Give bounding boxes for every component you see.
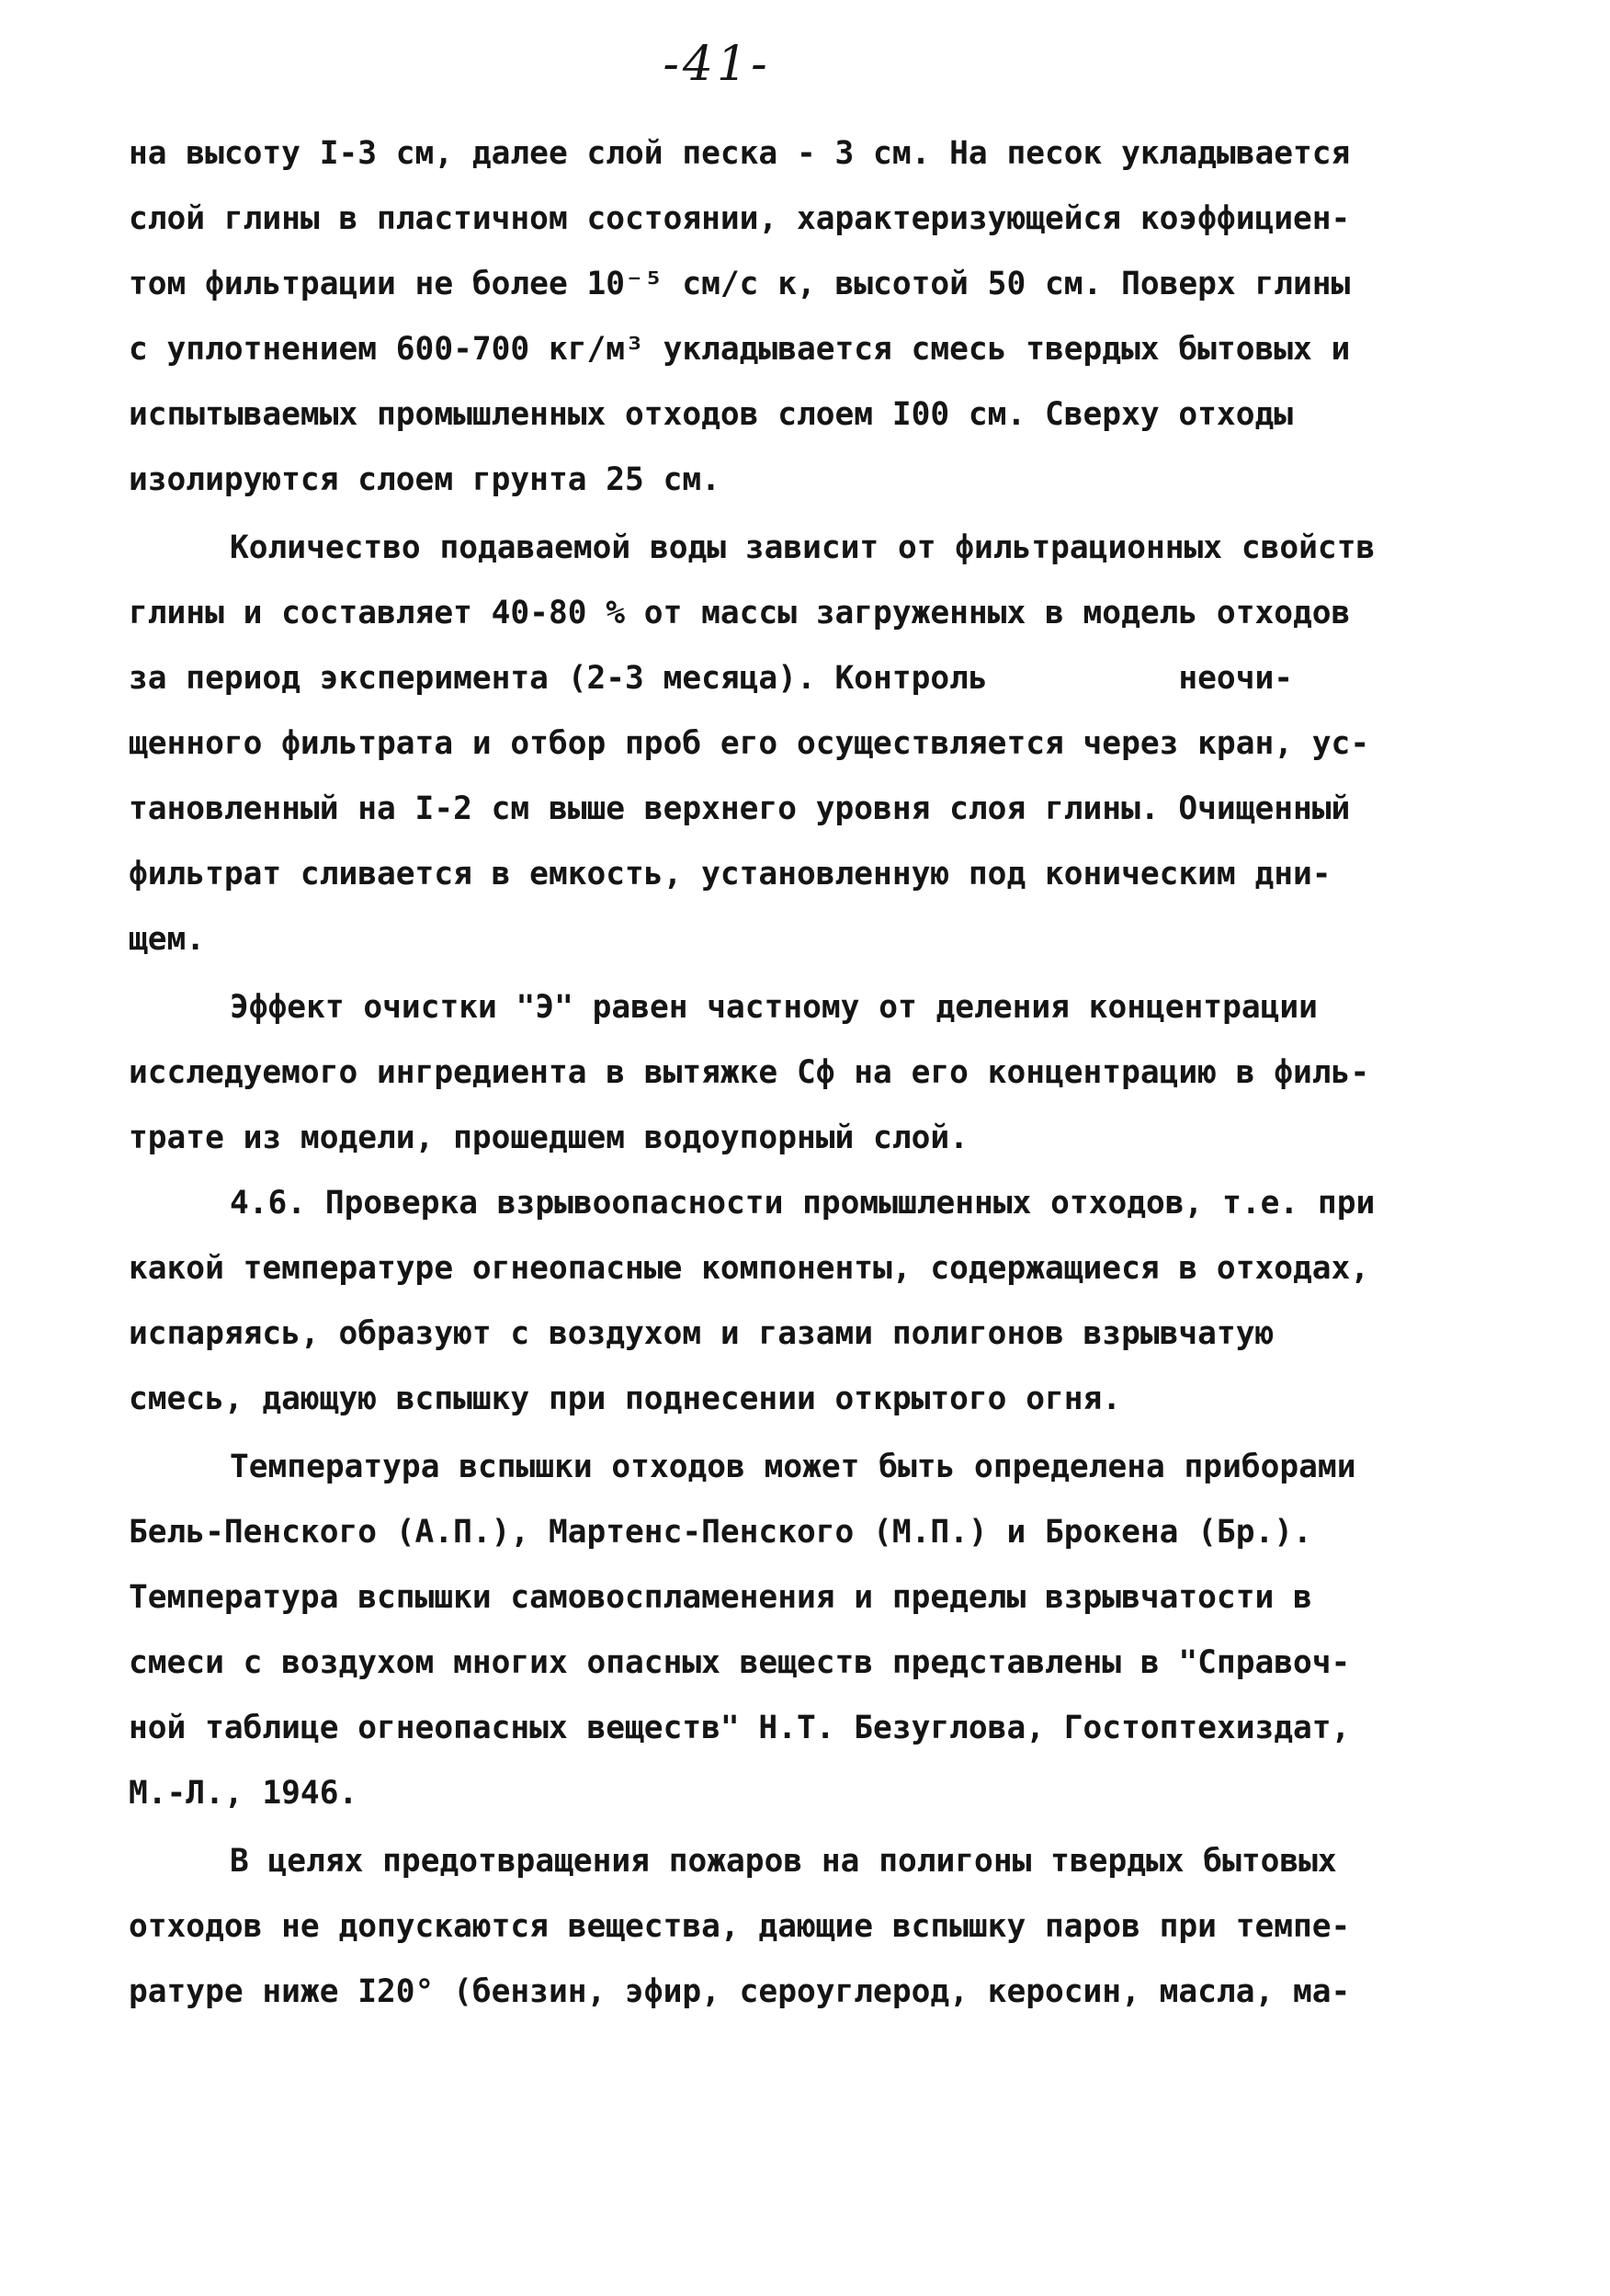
paragraph-start: Количество подаваемой воды зависит от фильтрационных свойств — [230, 529, 1376, 566]
text-line: щем. — [129, 921, 206, 958]
text-line: с уплотнением 600-700 кг/м³ укладывается смесь твердых бытовых и — [129, 331, 1351, 368]
page-number: -41- — [663, 37, 771, 92]
text-line: исследуемого ингредиента в вытяжке Сф на его концентрацию в филь- — [129, 1054, 1370, 1091]
text-line: глины и составляет 40-80 % от массы загруженных в модель отходов — [129, 595, 1351, 631]
text-line: слой глины в пластичном состоянии, характеризующейся коэффициен- — [129, 200, 1351, 237]
text-line: щенного фильтрата и отбор проб его осуществляется через кран, ус- — [129, 725, 1370, 762]
text-line: смеси с воздухом многих опасных веществ представлены в "Справоч- — [129, 1644, 1351, 1681]
body-text — [129, 121, 1415, 2025]
text-line: Бель-Пенского (А.П.), Мартенс-Пенского (М.П.) и Брокена (Бр.). — [129, 1514, 1312, 1551]
section-heading-line: 4.6. Проверка взрывоопасности промышленных отходов, т.е. при — [230, 1185, 1376, 1222]
text-line: изолируются слоем грунта 25 см. — [129, 461, 720, 498]
paragraph-start: Температура вспышки отходов может быть определена приборами — [230, 1449, 1356, 1485]
text-line: ной таблице огнеопасных веществ" Н.Т. Безуглова, Гостоптехиздат, — [129, 1710, 1351, 1746]
text-line: отходов не допускаются вещества, дающие вспышку паров при темпе- — [129, 1908, 1351, 1945]
text-line: трате из модели, прошедшем водоупорный слой. — [129, 1120, 969, 1156]
text-line: М.-Л., 1946. — [129, 1775, 358, 1812]
text-line: за период эксперимента (2-3 месяца). Контроль неочи- — [129, 660, 1294, 697]
paragraph-start: В целях предотвращения пожаров на полигоны твердых бытовых — [230, 1843, 1337, 1880]
text-line: фильтрат сливается в емкость, установленную под коническим дни- — [129, 856, 1332, 892]
text-line: ратуре ниже I20° (бензин, эфир, сероуглерод, керосин, масла, ма- — [129, 1973, 1351, 2010]
paragraph-start: Эффект очистки "Э" равен частному от деления концентрации — [230, 989, 1318, 1026]
text-line: испаряясь, образуют с воздухом и газами полигонов взрывчатую — [129, 1315, 1275, 1352]
text-line: том фильтрации не более 10⁻⁵ см/с к, высотой 50 см. Поверх глины — [129, 266, 1351, 302]
text-line: какой температуре огнеопасные компоненты, содержащиеся в отходах, — [129, 1250, 1370, 1287]
text-line: тановленный на I-2 см выше верхнего уровня слоя глины. Очищенный — [129, 790, 1351, 827]
text-line: испытываемых промышленных отходов слоем I00 см. Сверху отходы — [129, 396, 1294, 433]
text-line: на высоту I-3 см, далее слой песка - 3 см. На песок укладывается — [129, 135, 1351, 172]
text-line: Температура вспышки самовоспламенения и пределы взрывчатости в — [129, 1579, 1312, 1616]
text-line: смесь, дающую вспышку при поднесении открытого огня. — [129, 1381, 1122, 1417]
